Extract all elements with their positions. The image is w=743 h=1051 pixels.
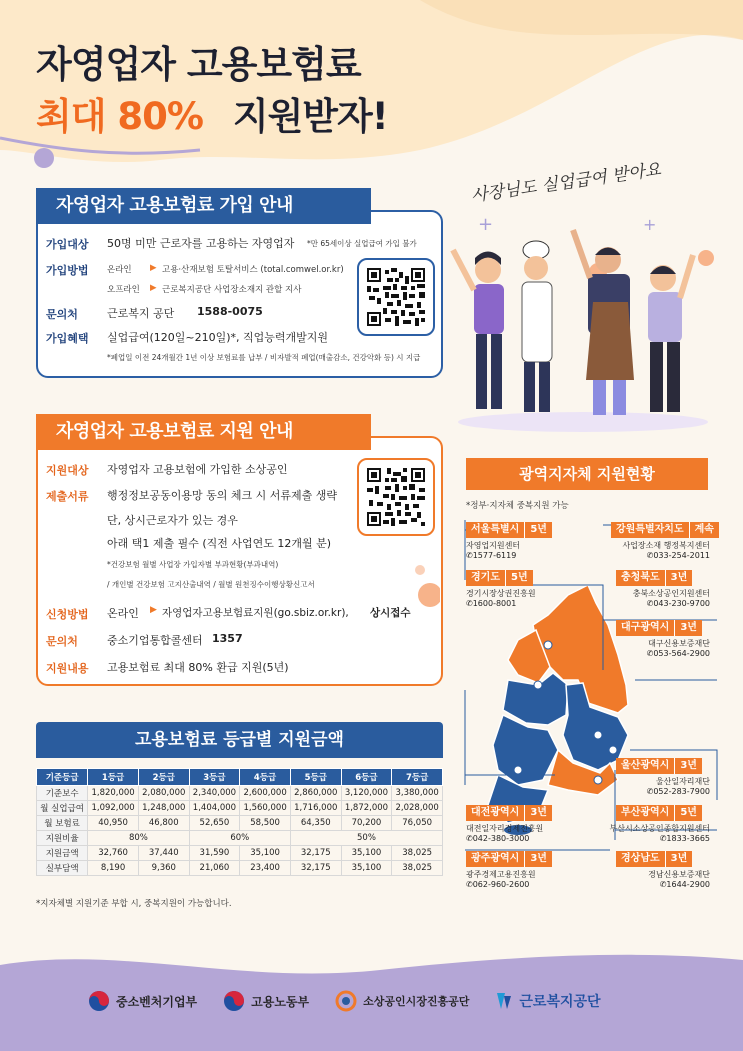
table-cell: 40,950 [88, 816, 139, 831]
region-org: 사업장소재 행정복지센터 [622, 541, 710, 550]
phone-icon: ✆ [466, 880, 473, 889]
phone-icon: ✆ [646, 551, 654, 560]
region-org: 경기시장상권진흥원 [466, 589, 536, 598]
support-docs-line1: 행정정보공동이용망 동의 체크 시 서류제출 생략 [107, 489, 338, 502]
table-cell: 8,190 [88, 861, 139, 876]
taegeuk-icon [223, 990, 245, 1012]
support-apply-text[interactable]: 자영업자고용보험료지원(go.sbiz.or.kr), [162, 607, 349, 619]
table-cell: 2,600,000 [240, 786, 291, 801]
arrow-icon: ▶ [150, 605, 157, 615]
region-phone: 053-564-2900 [653, 649, 710, 658]
arrow-icon: ▶ [150, 283, 157, 293]
region-tag-seoul [466, 522, 552, 538]
region-phone: 1600-8001 [472, 599, 517, 608]
region-name: 충청북도 [621, 572, 660, 583]
table-cell: 2,860,000 [290, 786, 341, 801]
region-tag-ulsan [616, 758, 702, 774]
people-illustration [448, 210, 718, 435]
region-tag-gyeongnam [616, 851, 692, 867]
region-tag-chungbuk [616, 570, 692, 586]
region-phone: 062-960-2600 [472, 880, 530, 889]
join-online-label: 온라인 [107, 265, 132, 275]
table-cell: 38,025 [392, 861, 443, 876]
phone-icon: ✆ [466, 834, 473, 843]
table-cell: 1,092,000 [88, 801, 139, 816]
row-label: 실부담액 [37, 861, 88, 876]
grade-header: 고용보험료 등급별 지원금액 [135, 730, 344, 750]
phone-icon: ✆ [646, 787, 654, 796]
table-cell: 46,800 [138, 816, 189, 831]
join-method-label: 가입방법 [46, 264, 89, 277]
support-docs-line2: 단, 상시근로자가 있는 경우 [107, 514, 238, 527]
phone-icon: ✆ [646, 599, 654, 608]
grade-note: *지자체별 지원기준 부합 시, 중복지원이 가능합니다. [36, 899, 232, 909]
row-label: 지원비율 [37, 831, 88, 846]
table-cell: 1,820,000 [88, 786, 139, 801]
table-cell: 2,340,000 [189, 786, 240, 801]
region-phone: 043-230-9700 [653, 599, 710, 608]
region-phone: 1577-6119 [472, 551, 517, 560]
table-cell: 3,380,000 [392, 786, 443, 801]
region-name: 강원특별자치도 [616, 524, 684, 535]
region-phone-seoul[interactable] [466, 551, 516, 561]
row-label: 기준보수 [37, 786, 88, 801]
table-cell: 35,100 [341, 861, 392, 876]
phone-icon: ✆ [466, 551, 473, 560]
region-phone-ulsan[interactable] [600, 787, 710, 797]
table-cell: 32,175 [290, 846, 341, 861]
region-years: 3년 [665, 570, 693, 586]
region-phone: 052-283-7900 [653, 787, 710, 796]
logo-label: 고용노동부 [251, 994, 310, 1009]
region-years: 계속 [689, 522, 719, 538]
table-header-cell: 6등급 [341, 769, 392, 786]
regions-header: 광역지자체 지원현황 [466, 458, 708, 490]
table-cell: 21,060 [189, 861, 240, 876]
title-rest: 지원받자! [232, 95, 388, 138]
table-cell: 70,200 [341, 816, 392, 831]
region-phone-gangwon[interactable] [600, 551, 710, 561]
region-phone-daejeon[interactable] [466, 834, 529, 844]
support-target-label: 지원대상 [46, 464, 89, 477]
slogan: 사장님도 실업급여 받아요 [469, 159, 663, 207]
phone-icon: ✆ [466, 599, 473, 608]
join-benefit-text: 실업급여(120일~210일)*, 직업능력개발지원 [107, 331, 329, 344]
row-label: 월 보험료 [37, 816, 88, 831]
region-org: 대구신용보증재단 [648, 639, 710, 648]
join-target-text: 50명 미만 근로자를 고용하는 자영업자 [107, 237, 295, 250]
region-phone: 033-254-2011 [653, 551, 710, 560]
table-cell: 58,500 [240, 816, 291, 831]
region-phone-chungbuk[interactable] [600, 599, 710, 609]
table-cell: 35,100 [240, 846, 291, 861]
table-cell: 2,028,000 [392, 801, 443, 816]
table-cell: 2,080,000 [138, 786, 189, 801]
region-name: 대구광역시 [621, 622, 670, 633]
logo-label: 소상공인시장진흥공단 [363, 995, 470, 1008]
table-cell: 1,716,000 [290, 801, 341, 816]
table-cell: 32,760 [88, 846, 139, 861]
support-content-label: 지원내용 [46, 662, 89, 675]
qr-code-icon [367, 268, 425, 326]
join-benefit-label: 가입혜택 [46, 332, 89, 345]
support-docs-line3: 아래 택1 제출 필수 (직전 사업연도 12개월 분) [107, 537, 332, 550]
join-offline-label: 오프라인 [107, 285, 140, 295]
region-name: 경상남도 [621, 853, 660, 864]
region-tag-daejeon [466, 805, 552, 821]
region-org: 광주경제고용진흥원 [466, 870, 536, 879]
arrow-icon: ▶ [150, 263, 157, 273]
region-phone-gyeonggi[interactable] [466, 599, 516, 609]
table-header-cell: 기준등급 [37, 769, 88, 786]
table-row [37, 786, 443, 801]
logo-moel [223, 990, 309, 1012]
phone-icon: ✆ [646, 649, 654, 658]
region-name: 광주광역시 [471, 853, 520, 864]
support-qr-code[interactable] [357, 458, 435, 536]
semas-icon [335, 990, 357, 1012]
region-name: 대전광역시 [471, 807, 520, 818]
region-org: 충북소상공인지원센터 [632, 589, 710, 598]
table-cell: 3,120,000 [341, 786, 392, 801]
qr-code-icon [367, 468, 425, 526]
title-accent: 최대 80% [36, 95, 203, 138]
row-label: 지원금액 [37, 846, 88, 861]
region-years: 3년 [524, 805, 552, 821]
table-header-cell: 2등급 [138, 769, 189, 786]
table-cell: 50% [290, 831, 442, 846]
region-phone-daegu[interactable] [600, 649, 710, 659]
region-org: 대전일자리경제진흥원 [466, 824, 544, 833]
support-apply-bold: 상시접수 [370, 607, 411, 619]
table-cell: 23,400 [240, 861, 291, 876]
main-title-line2 [36, 86, 388, 140]
support-target-text: 자영업자 고용보험에 가입한 소상공인 [107, 463, 288, 476]
region-name: 부산광역시 [621, 807, 670, 818]
join-benefit-note: *폐업일 이전 24개월간 1년 이상 보험료를 납부 / 비자발적 폐업(매출감소, 건강악화 등) 시 지급 [107, 353, 421, 362]
logo-semas [335, 990, 469, 1012]
region-tag-gwangju [466, 851, 552, 867]
join-offline-text: 근로복지공단 사업장소재지 관할 지사 [162, 285, 302, 295]
region-years: 3년 [665, 851, 693, 867]
regions-note: *정부·지자체 중복지원 가능 [466, 501, 569, 511]
table-cell: 76,050 [392, 816, 443, 831]
join-target-label: 가입대상 [46, 238, 89, 251]
phone-icon: ✆ [659, 880, 667, 889]
support-apply-label: 신청방법 [46, 608, 89, 621]
support-content-text: 고용보험료 최대 80% 환급 지원(5년) [107, 661, 289, 674]
join-contact-phone[interactable]: 1588-0075 [197, 305, 263, 318]
join-contact-label: 문의처 [46, 308, 78, 321]
region-years: 5년 [524, 522, 552, 538]
region-phone: 042-380-3000 [472, 834, 530, 843]
support-docs-note1: *건강보험 월별 사업장 가입자별 부과현황(부과내역) [107, 560, 279, 569]
support-contact-label: 문의처 [46, 635, 78, 648]
region-years: 3년 [524, 851, 552, 867]
table-header-cell: 4등급 [240, 769, 291, 786]
support-contact-phone[interactable]: 1357 [212, 632, 243, 645]
comwel-icon [495, 991, 513, 1011]
region-phone-busan[interactable] [600, 834, 710, 844]
join-header: 자영업자 고용보험료 가입 안내 [36, 188, 371, 224]
region-name: 울산광역시 [621, 760, 670, 771]
table-cell: 1,560,000 [240, 801, 291, 816]
table-cell: 35,100 [341, 846, 392, 861]
svg-text:+: + [643, 215, 657, 234]
region-phone: 1644-2900 [666, 880, 710, 889]
table-cell: 31,590 [189, 846, 240, 861]
table-cell: 64,350 [290, 816, 341, 831]
table-header-cell: 7등급 [392, 769, 443, 786]
region-years: 5년 [505, 570, 533, 586]
region-years: 5년 [674, 805, 702, 821]
region-years: 3년 [674, 620, 702, 636]
logo-label: 중소벤처기업부 [116, 994, 198, 1009]
join-online-text[interactable]: 고용·산재보험 토탈서비스 (total.comwel.or.kr) [162, 265, 344, 275]
join-contact-org: 근로복지 공단 [107, 307, 175, 320]
table-cell: 1,872,000 [341, 801, 392, 816]
table-row [37, 861, 443, 876]
table-cell: 80% [88, 831, 189, 846]
support-docs-note2: / 개인별 건강보험 고지산출내역 / 월별 원천징수이행상황신고서 [107, 580, 315, 589]
row-label: 월 실업급여 [37, 801, 88, 816]
footer-logos [88, 990, 601, 1012]
support-apply-online: 온라인 [107, 607, 139, 620]
svg-text:+: + [478, 214, 494, 235]
table-cell: 52,650 [189, 816, 240, 831]
table-cell: 9,360 [138, 861, 189, 876]
region-tag-busan [616, 805, 702, 821]
region-years: 3년 [674, 758, 702, 774]
logo-mss [88, 990, 197, 1012]
region-phone-gwangju[interactable] [466, 880, 529, 890]
table-row [37, 846, 443, 861]
region-name: 경기도 [471, 572, 500, 583]
region-org: 부산시소상공인종합지원센터 [609, 824, 710, 833]
table-cell: 37,440 [138, 846, 189, 861]
grade-table [36, 768, 443, 876]
region-tag-gyeonggi [466, 570, 533, 586]
support-header: 자영업자 고용보험료 지원 안내 [36, 414, 371, 450]
table-header-cell: 3등급 [189, 769, 240, 786]
table-cell: 60% [189, 831, 290, 846]
join-target-note: *만 65세이상 실업급여 가입 불가 [307, 239, 417, 248]
join-qr-code[interactable] [357, 258, 435, 336]
table-cell: 1,248,000 [138, 801, 189, 816]
table-row [37, 801, 443, 816]
region-org: 경남신용보증재단 [648, 870, 710, 879]
region-tag-gangwon [611, 522, 719, 538]
region-org: 자영업지원센터 [466, 541, 521, 550]
table-cell: 38,025 [392, 846, 443, 861]
table-cell: 1,404,000 [189, 801, 240, 816]
blob-decoration [410, 560, 440, 610]
main-title-line1: 자영업자 고용보험료 [36, 43, 361, 86]
table-header-cell: 5등급 [290, 769, 341, 786]
logo-label: 근로복지공단 [519, 994, 601, 1010]
support-contact-org: 중소기업통합콜센터 [107, 634, 203, 647]
phone-icon: ✆ [659, 834, 667, 843]
support-docs-label: 제출서류 [46, 490, 89, 503]
region-org: 울산일자리재단 [655, 777, 710, 786]
region-name: 서울특별시 [471, 524, 520, 535]
logo-comwel [495, 991, 600, 1011]
table-row [37, 816, 443, 831]
table-cell: 32,175 [290, 861, 341, 876]
taegeuk-icon [88, 990, 110, 1012]
region-tag-daegu [616, 620, 702, 636]
region-phone: 1833-3665 [666, 834, 710, 843]
table-header-cell: 1등급 [88, 769, 139, 786]
table-row [37, 831, 443, 846]
region-phone-gyeongnam[interactable] [600, 880, 710, 890]
